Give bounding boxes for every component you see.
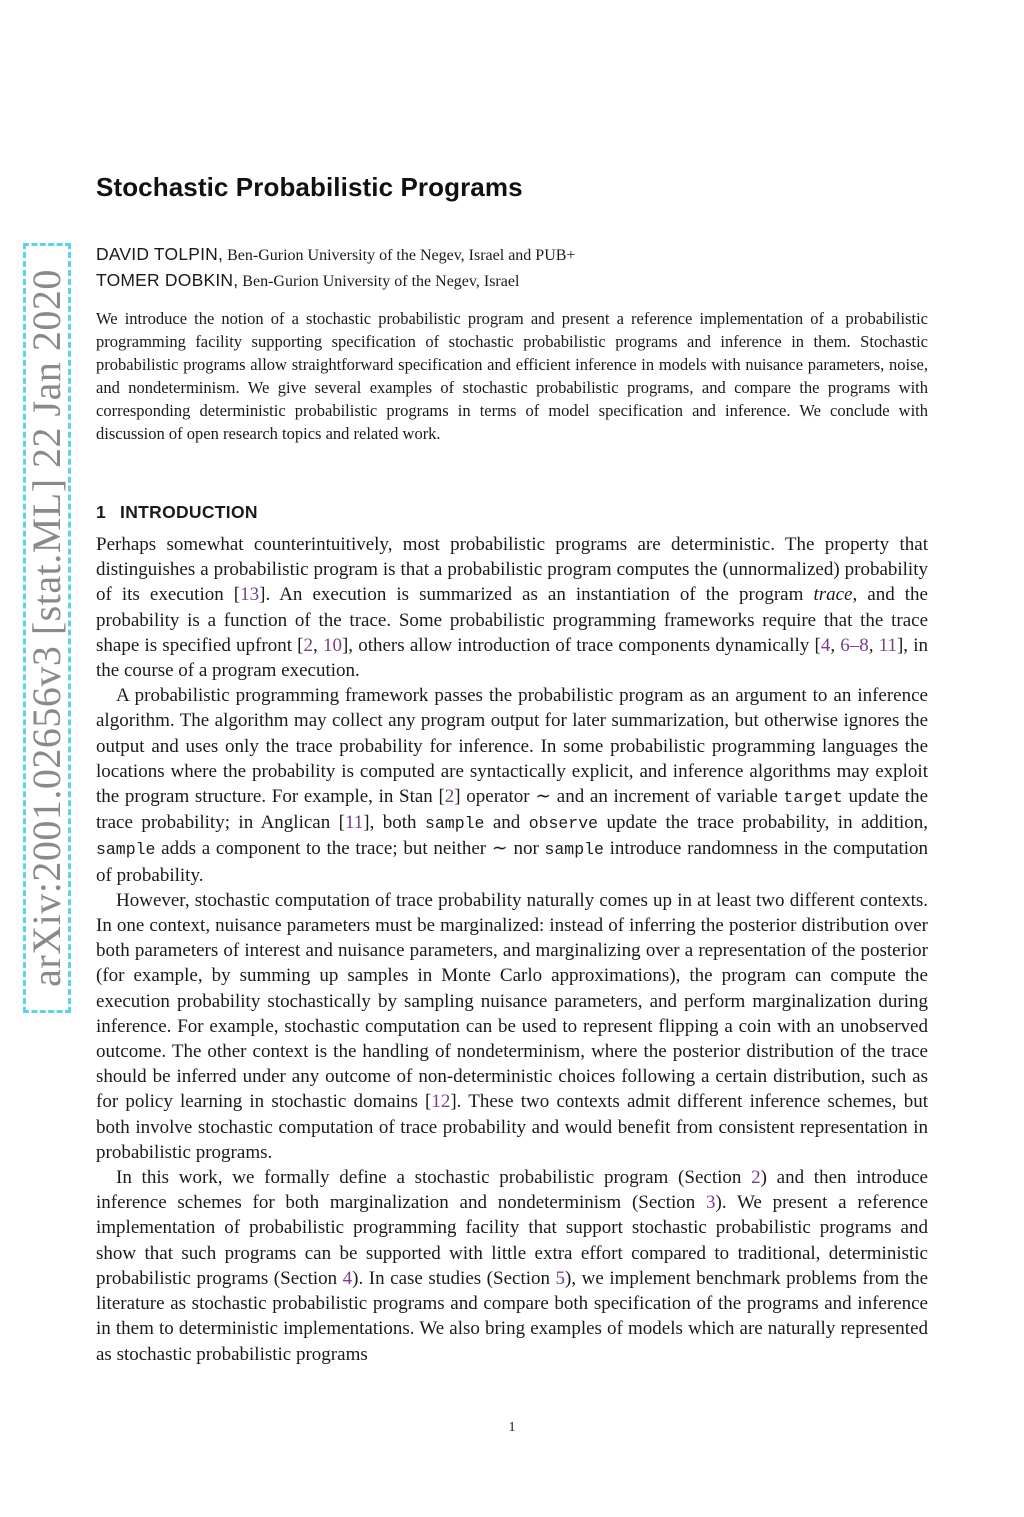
section-title: INTRODUCTION — [120, 502, 258, 522]
author-name: TOMER DOBKIN, — [96, 270, 239, 290]
author-name: DAVID TOLPIN, — [96, 244, 224, 264]
citation-link[interactable]: 6–8 — [840, 634, 869, 656]
author-affiliation: Ben-Gurion University of the Negev, Israel and PUB+ — [227, 247, 576, 264]
author-line — [96, 244, 575, 265]
body-text — [96, 532, 928, 1367]
code-inline: observe — [528, 814, 599, 834]
paragraph: A probabilistic programming framework passes the probabilistic program as an argument to an inference algorithm. The algorithm may collect any program output for later summarization, but otherwise ignores the output and uses only the trace probability for inference. In some probabilistic programming languages the locations where the probability is computed are syntactically explicit, and inference algorithms may exploit the program structure. For example, in Stan [2] operator ∼ and an increment of variable target update the trace probability; in Anglican [11], both sample and observe update the trace probability, in addition, sample adds a component to the trace; but neither ∼ nor sample introduce randomness in the computation of probability. — [96, 685, 929, 886]
paragraph: In this work, we formally define a stochastic probabilistic program (Section 2) and then introduce inference schemes for both marginalization and nondeterminism (Section 3). We present a reference implementation of probabilistic programming facility that support stochastic probabilistic programs and show that such programs can be supported with little extra effort compared to traditional, deterministic probabilistic programs (Section 4). In case studies (Section 5), we implement benchmark problems from the literature as stochastic probabilistic programs and compare both specification of the programs and inference in them to deterministic implementations. We also bring examples of models which are naturally represented as stochastic probabilistic programs — [96, 1167, 929, 1365]
citation-link[interactable]: 11 — [344, 812, 364, 834]
paper-title: Stochastic Probabilistic Programs — [96, 172, 523, 202]
code-inline: sample — [424, 814, 485, 834]
citation-link[interactable]: 2 — [303, 634, 314, 656]
page-number: 1 — [508, 1420, 516, 1435]
section-link[interactable]: 5 — [555, 1267, 566, 1289]
section-link[interactable]: 2 — [751, 1167, 761, 1189]
citation-link[interactable]: 11 — [878, 634, 897, 656]
section-number: 1 — [96, 502, 107, 522]
citation-link[interactable]: 10 — [322, 634, 342, 656]
code-inline: sample — [96, 840, 156, 860]
section-link[interactable]: 3 — [706, 1192, 716, 1214]
code-inline: target — [783, 788, 843, 808]
author-line — [96, 270, 519, 291]
abstract: We introduce the notion of a stochastic probabilistic program and present a reference implementation of a probabilistic programming facility supporting specification of stochastic probabilistic programs and inference in them. Stochastic probabilistic programs allow straightforward specification and efficient inference in models with nuisance parameters, noise, and nondeterminism. We give several examples of stochastic probabilistic programs, and compare the programs with corresponding deterministic probabilistic programs in terms of model specification and inference. We conclude with discussion of open research topics and related work. — [96, 309, 928, 443]
section-link[interactable]: 4 — [342, 1267, 353, 1289]
citation-link[interactable]: 2 — [444, 786, 455, 808]
citation-link[interactable]: 4 — [820, 634, 831, 656]
author-affiliation: Ben-Gurion University of the Negev, Israel — [242, 273, 520, 290]
section-heading — [96, 502, 258, 523]
paragraph: However, stochastic computation of trace probability naturally comes up in at least two different contexts. In one context, nuisance parameters must be marginalized: instead of inferring the posterior distribution over both parameters of interest and nuisance parameters, and marginalizing over a representation of the posterior (for example, by summing up samples in Monte Carlo approximations), the program can compute the execution probability stochastically by sampling nuisance parameters, and perform marginalization during inference. For example, stochastic computation can be used to represent flipping a coin with an unobserved outcome. The other context is the handling of nondeterminism, where the posterior distribution of the trace should be inferred under any outcome of non-deterministic choices following a certain distribution, such as for policy learning in stochastic domains [12]. These two contexts admit different inference schemes, but both involve stochastic computation of trace probability and would benefit from consistent representation in probabilistic programs. — [96, 889, 929, 1163]
paragraph: Perhaps somewhat counterintuitively, most probabilistic programs are deterministic. The property that distinguishes a probabilistic program is that a probabilistic program computes the (unnormalized) probability of its execution [13]. An execution is summarized as an instantiation of the program trace, and the probability is a function of the trace. Some probabilistic programming frameworks require that the trace shape is specified upfront [2, 10], others allow introduction of trace components dynamically [4, 6–8, 11], in the course of a program execution. — [96, 534, 929, 682]
citation-link[interactable]: 12 — [431, 1091, 451, 1113]
citation-link[interactable]: 13 — [240, 584, 260, 606]
code-inline: sample — [544, 840, 604, 860]
arxiv-identifier: arXiv:2001.02656v3 [stat.ML] 22 Jan 2020 — [24, 269, 69, 987]
